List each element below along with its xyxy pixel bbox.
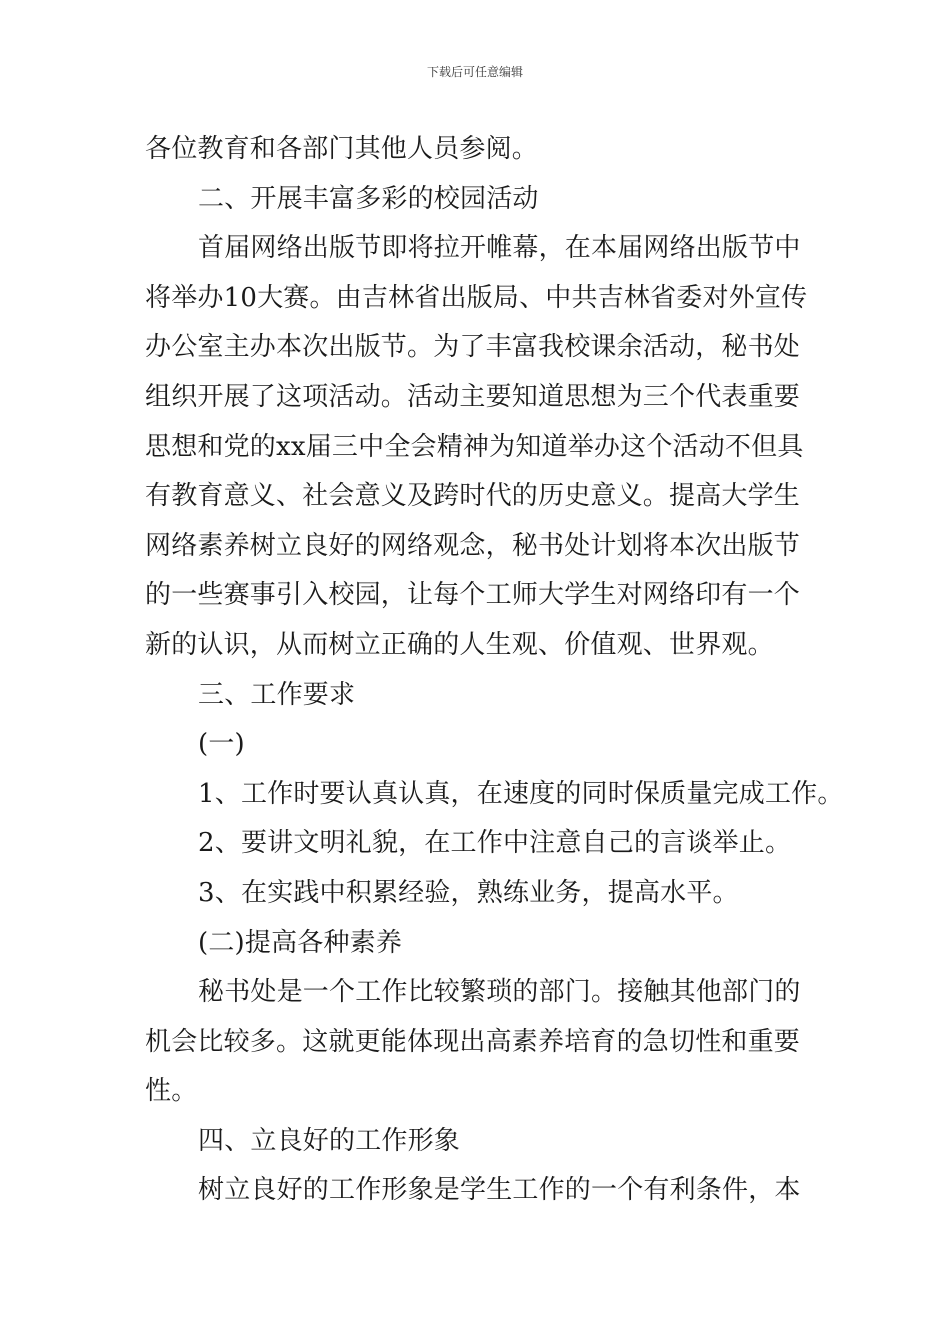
text-line: 新的认识，从而树立正确的人生观、价值观、世界观。	[145, 629, 774, 660]
text-line: 办公室主办本次出版节。为了丰富我校课余活动，秘书处	[145, 332, 801, 363]
text-line: 性。	[145, 1076, 198, 1107]
text-line: 机会比较多。这就更能体现出高素养培育的急切性和重要	[145, 1026, 801, 1057]
section-heading: 三、工作要求	[198, 679, 356, 710]
document-body	[145, 125, 844, 1216]
section-heading: 二、开展丰富多彩的校园活动	[198, 183, 539, 214]
text-line: 网络素养树立良好的网络观念，秘书处计划将本次出版节	[145, 530, 801, 561]
list-item: 1、工作时要认真认真，在速度的同时保质量完成工作。	[198, 778, 844, 809]
text-line: 各位教育和各部门其他人员参阅。	[145, 134, 539, 164]
section-heading: 四、立良好的工作形象	[198, 1125, 461, 1156]
list-item: 3、在实践中积累经验，熟练业务，提高水平。	[198, 877, 739, 908]
text-line: 的一些赛事引入校园，让每个工师大学生对网络印有一个	[145, 580, 801, 611]
text-line: 有教育意义、社会意义及跨时代的历史意义。提高大学生	[145, 481, 801, 512]
subsection-heading: (一)	[198, 729, 245, 760]
text-line: 秘书处是一个工作比较繁琐的部门。接触其他部门的	[198, 977, 801, 1008]
subsection-heading: (二)提高各种素养	[198, 927, 403, 958]
page-header: 下载后可任意编辑	[426, 65, 523, 79]
text-line: 首届网络出版节即将拉开帷幕，在本届网络出版节中	[198, 233, 801, 264]
text-line: 树立良好的工作形象是学生工作的一个有利条件，本	[198, 1175, 801, 1206]
text-line: 思想和党的xx届三中全会精神为知道举办这个活动不但具	[145, 431, 804, 462]
text-line: 组织开展了这项活动。活动主要知道思想为三个代表重要	[145, 381, 801, 412]
text-line: 将举办10大赛。由吉林省出版局、中共吉林省委对外宣传	[145, 282, 808, 313]
list-item: 2、要讲文明礼貌，在工作中注意自己的言谈举止。	[198, 828, 792, 859]
